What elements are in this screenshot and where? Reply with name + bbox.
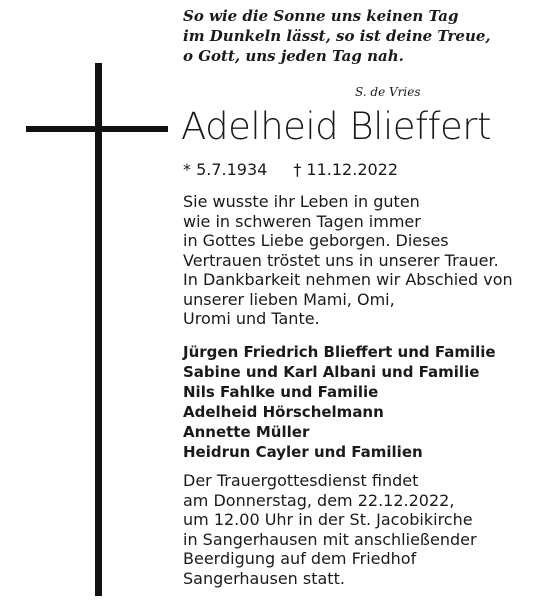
cross-vertical-bar — [95, 63, 102, 596]
memorial-text-line: in Gottes Liebe geborgen. Dieses — [183, 231, 449, 250]
service-text-line: in Sangerhausen mit anschließender — [183, 529, 477, 549]
service-text-line: am Donnerstag, dem 22.12.2022, — [183, 490, 455, 510]
quote-line: im Dunkeln lässt, so ist deine Treue, — [183, 27, 491, 45]
service-text-line: Sangerhausen statt. — [183, 568, 345, 588]
birth-date: * 5.7.1934 — [183, 160, 268, 179]
quote-line: o Gott, uns jeden Tag nah. — [183, 47, 404, 65]
service-text-line: Beerdigung auf dem Friedhof — [183, 549, 417, 568]
cross-horizontal-bar — [26, 126, 168, 132]
memorial-text-line: Uromi und Tante. — [183, 309, 320, 328]
quote-line: So wie die Sonne uns keinen Tag — [183, 7, 459, 25]
memorial-text-line: In Dankbarkeit nehmen wir Abschied von — [183, 270, 513, 289]
mourner-entry: Sabine und Karl Albani und Familie — [183, 363, 480, 381]
deceased-name: Adelheid Blieffert — [181, 105, 492, 148]
bible-quote — [183, 6, 491, 66]
mourner-entry: Nils Fahlke und Familie — [183, 383, 379, 401]
mourners-list — [183, 342, 496, 462]
mourner-entry: Adelheid Hörschelmann — [183, 403, 384, 421]
mourner-entry: Heidrun Cayler und Familien — [183, 443, 423, 461]
memorial-text-line: unserer lieben Mami, Omi, — [183, 289, 395, 309]
death-date: † 11.12.2022 — [293, 160, 399, 179]
memorial-text-line: Vertrauen tröstet uns in unserer Trauer. — [183, 250, 499, 270]
memorial-text-line: Sie wusste ihr Leben in guten — [183, 192, 420, 211]
service-text-line: um 12.00 Uhr in der St. Jacobikirche — [183, 510, 473, 529]
memorial-text — [183, 192, 513, 329]
mourner-entry: Jürgen Friedrich Blieffert und Familie — [183, 343, 496, 361]
memorial-text-line: wie in schweren Tagen immer — [183, 211, 421, 231]
mourner-entry: Annette Müller — [183, 423, 310, 441]
life-dates — [183, 158, 398, 182]
service-text-line: Der Trauergottesdienst findet — [183, 471, 419, 490]
quote-author: S. de Vries — [355, 85, 421, 99]
service-announcement — [183, 471, 477, 588]
